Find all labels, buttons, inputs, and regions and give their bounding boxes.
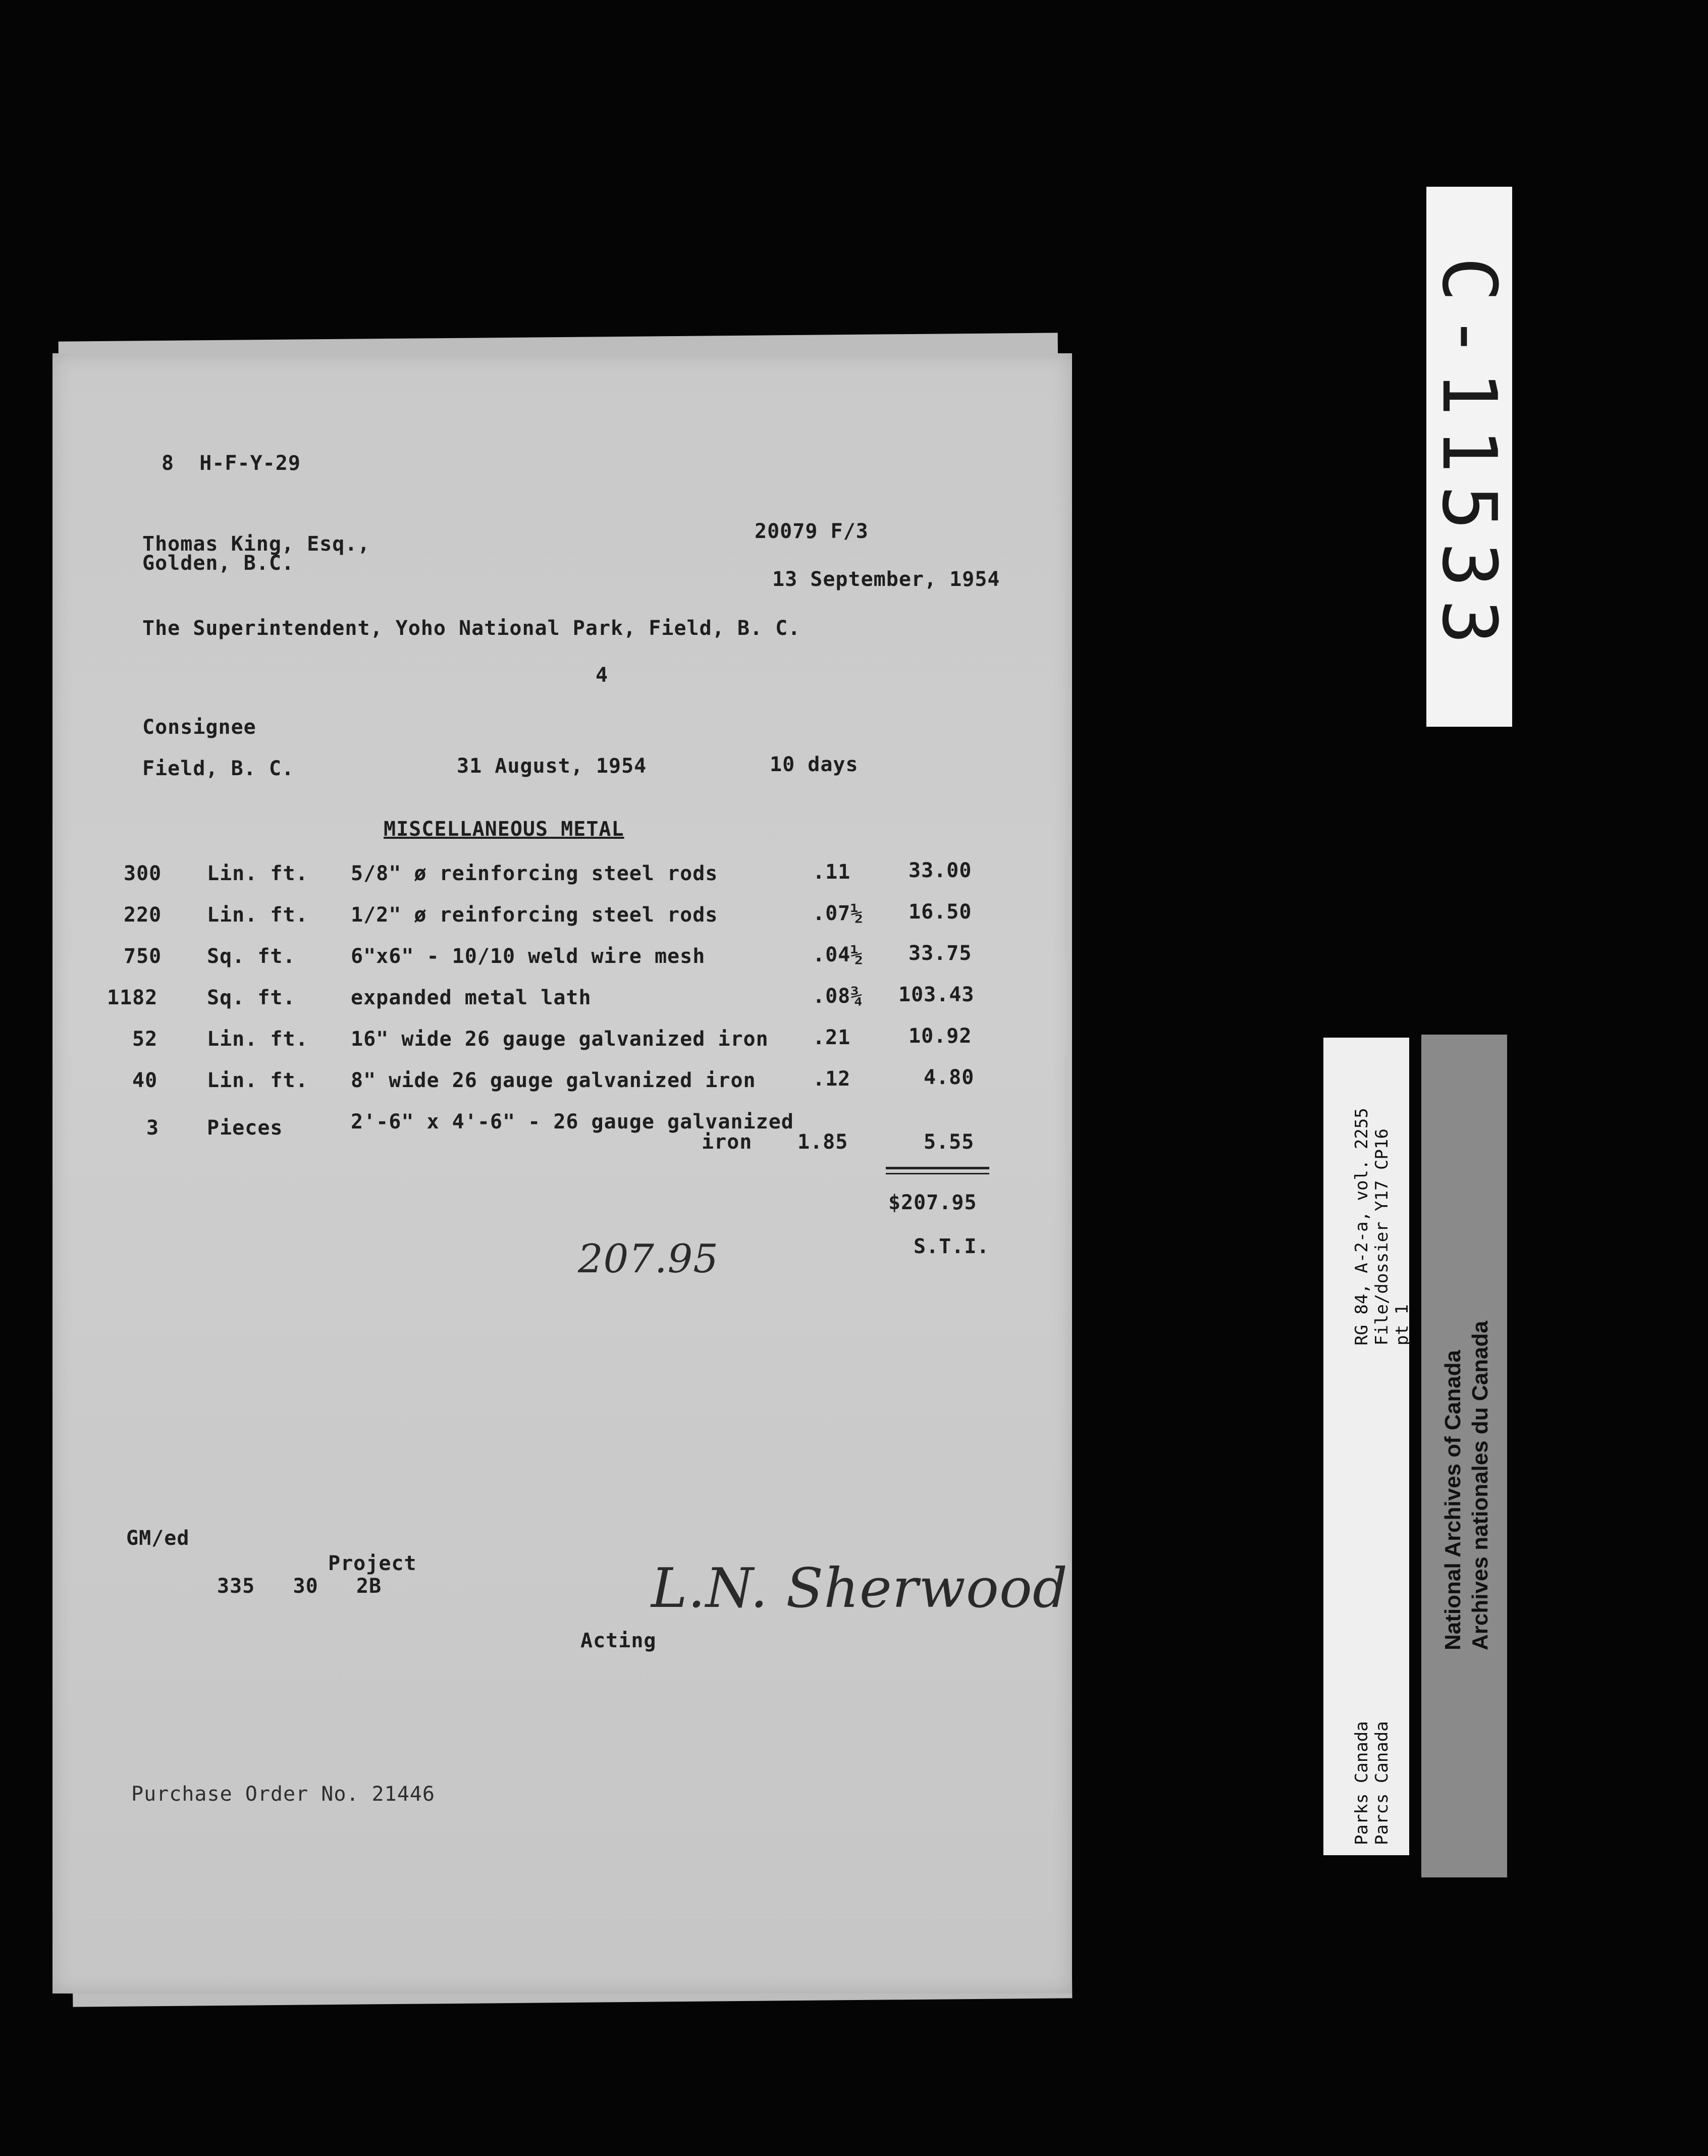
microfilm-number-label (1426, 187, 1512, 727)
project-label: Project (328, 1552, 417, 1575)
item-unit: Lin. ft. (207, 862, 308, 885)
total-rule (886, 1167, 989, 1169)
item-amount: 33.75 (909, 942, 972, 965)
item-desc: expanded metal lath (351, 986, 592, 1009)
reference-number: 4 (596, 664, 609, 687)
item-price: .21 (813, 1026, 851, 1049)
item-desc: 16" wide 26 gauge galvanized iron (351, 1028, 769, 1051)
consignee-label: Consignee (142, 716, 256, 739)
handwritten-total: 207.95 (578, 1236, 719, 1282)
microfilm-number: C-11533 (1426, 257, 1513, 657)
item-unit: Sq. ft. (207, 945, 296, 968)
item-price: .12 (813, 1067, 851, 1091)
payment-terms: S.T.I. (914, 1235, 990, 1258)
item-unit: Sq. ft. (207, 986, 296, 1009)
item-qty: 52 (132, 1028, 158, 1051)
purchase-order: Purchase Order No. 21446 (131, 1783, 435, 1806)
item-desc: 6"x6" - 10/10 weld wire mesh (351, 945, 706, 968)
item-qty: 40 (132, 1069, 158, 1092)
reference-line-3: pt 1 (1392, 1304, 1412, 1345)
item-amount: 4.80 (924, 1066, 975, 1089)
agency-french: Parcs Canada (1372, 1721, 1392, 1845)
initials: GM/ed (126, 1527, 190, 1550)
item-desc: 8" wide 26 gauge galvanized iron (351, 1069, 756, 1092)
item-unit: Pieces (207, 1116, 283, 1140)
item-qty: 1182 (107, 986, 158, 1009)
ship-date: 31 August, 1954 (457, 754, 647, 778)
item-price: .07½ (813, 902, 864, 925)
item-amount: 103.43 (898, 983, 975, 1006)
grand-total: $207.95 (888, 1191, 977, 1214)
ship-place: Field, B. C. (142, 757, 294, 780)
item-desc-continued: iron (702, 1130, 753, 1154)
item-qty: 750 (124, 945, 162, 968)
archive-reference-label (1323, 1038, 1412, 1855)
item-price: 1.85 (797, 1130, 848, 1154)
section-title: MISCELLANEOUS METAL (384, 818, 624, 841)
item-amount: 5.55 (924, 1130, 975, 1154)
national-archives-label (1421, 1035, 1507, 1877)
item-unit: Lin. ft. (207, 1028, 308, 1051)
item-amount: 10.92 (909, 1025, 972, 1048)
project-codes: 335 30 2B (217, 1575, 382, 1598)
archives-french: Archives nationales du Canada (1468, 1321, 1492, 1650)
ref-code: 8 H-F-Y-29 (162, 452, 301, 475)
signature: L.N. Sherwood (651, 1557, 1069, 1620)
item-qty: 3 (146, 1116, 159, 1140)
item-unit: Lin. ft. (207, 1069, 308, 1092)
item-desc: 2'-6" x 4'-6" - 26 gauge galvanized (351, 1110, 794, 1134)
reference-line-2: File/dossier Y17 CP16 (1372, 1128, 1392, 1345)
from-line: The Superintendent, Yoho National Park, Field, B. C. (142, 617, 801, 640)
recipient-city: Golden, B.C. (142, 552, 294, 575)
total-rule-double (886, 1173, 989, 1174)
recipient-name: Thomas King, Esq., (142, 532, 370, 556)
item-price: .08¾ (813, 985, 864, 1008)
file-number: 20079 F/3 (755, 520, 869, 543)
item-amount: 16.50 (909, 900, 972, 924)
ship-terms: 10 days (770, 753, 859, 776)
item-amount: 33.00 (909, 859, 972, 882)
item-desc: 1/2" ø reinforcing steel rods (351, 903, 718, 927)
item-price: .04½ (813, 943, 864, 966)
letter-date: 13 September, 1954 (772, 568, 1000, 591)
item-unit: Lin. ft. (207, 903, 308, 927)
item-desc: 5/8" ø reinforcing steel rods (351, 862, 718, 885)
archives-english: National Archives of Canada (1440, 1350, 1465, 1650)
item-qty: 220 (124, 903, 162, 927)
item-price: .11 (813, 860, 851, 884)
reference-line-1: RG 84, A-2-a, vol. 2255 (1352, 1108, 1372, 1345)
acting-label: Acting (580, 1629, 657, 1652)
agency-english: Parks Canada (1352, 1721, 1372, 1845)
item-qty: 300 (124, 862, 162, 885)
